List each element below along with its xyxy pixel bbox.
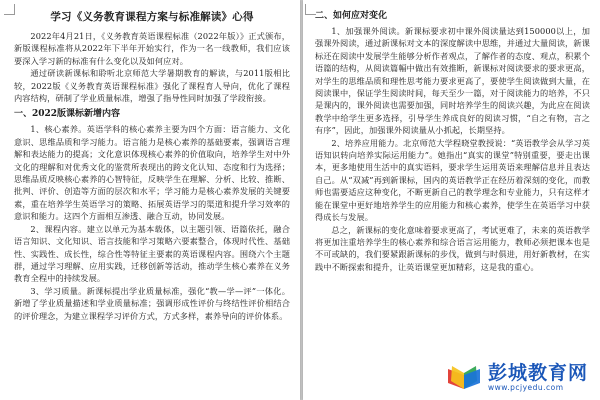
section-heading: 二、如何应对变化 [315, 11, 388, 21]
page-content-left [14, 6, 290, 400]
watermark-text [488, 363, 588, 392]
document-title: 学习《义务教育课程方案与标准解读》心得 [50, 11, 254, 23]
open-book-logo-icon [444, 361, 484, 393]
document-page-right [303, 0, 600, 400]
site-watermark-logo [444, 360, 594, 394]
watermark-site-url: www.pcjyedu.com [488, 382, 564, 392]
paragraph: 2、课程内容。建立以单元为基本载体，以主题引领、语篇依托，融合语言知识、文化知识、语言技能和学习策略六要素整合，体现时代性、基础性、实践性、成长性，综合性等特征主要素的英语课程内容。围绕六个主题群，通过学习理解、应用实践，迁移创新等活动，推动学生核心素养在义务教育全程中的持续发展。 [14, 223, 290, 284]
section-heading: 一、2022版课标新增内容 [14, 109, 121, 120]
paragraph: 总之，新课标的变化意味着要求更高了，考试更难了，未来的英语教学将更加注重培养学生的核心素养和综合语言运用能力，教师必须把课本也是不可或缺的，我们要紧跟新课标的步伐，做到与时俱进，用好新教材，在实践中不断探索和提升，让英语课堂更加精彩，这是我的重心。 [315, 224, 590, 272]
paragraph: 1、核心素养。英语学科的核心素养主要为四个方面：语言能力、文化意识、思维品质和学习能力。语言能力是核心素养的基础要素，强调语言理解和表达能力的提高；文化意识体现核心素养的价值取向，培养学生对中外文化的理解和对优秀文化的鉴赏所表现出的跨文化认知、态度和行为选择；思维品质反映核心素养的心智特征，反映学生在理解、分析、比较、推断、批判、评价、创造等方面的层次和水平；学习能力是核心素养发展的关键要素，重在培养学生英语学习的策略、拓展英语学习的渠道和提升学习效率的意识和能力。这四个方面相互渗透、融合互动，协同发展。 [14, 124, 290, 222]
watermark-site-name: 彭城教育网 [488, 361, 589, 384]
page-content-right [315, 6, 590, 400]
paragraph: 2、培养应用能力。北京师范大学程晓堂教授说：“英语教学会从学习英语知识转向培养实际运用能力”。她指出“真实的课堂”特别重要，要走出课本，更多地使用生活中的真实语料，要求学生运用英语来理解信息并且表达自己。从“双减”再到新课标，国内的英语教学正在经历着深刻的变化，而教师也需要适应这种变化，不断更新自己的教学理念和专业能力，只有这样才能在课堂中更好地培养学生的应用能力和核心素养，使学生在英语学习中获得成长与发展。 [315, 137, 590, 223]
paragraph: 3、学习质量。新课标提出学业质量标准，强化“教—学—评”一体化。新增了学业质量描述和学业质量标准；强调形成性评价与终结性评价相结合的评价理念，为建立课程学习评价方式，方式多样，素养导向的评价体系。 [14, 285, 290, 321]
paragraph: 通过研读新课标和聆听北京师范大学暑期教育的解读，与2011版相比较，2022版《义务教育英语课程标准》强化了课程育人导向，优化了课程内容结构，研制了学业质量标准，增强了指导性同时加强了学段衔接。 [14, 68, 290, 104]
paragraph: 1、加强课外阅读。新课标要求初中课外阅读量达到150000以上，加强课外阅读，通过新课标对文本的深度解读中思维，并通过大量阅读，新课标还在阅读中发展学生能够分析作者观点，了解作者的态度、观点，积累个语篇的结构，从阅读篇幅中做出有效推断，新课标对阅读要求的要求更高，对学生的思维品质和理性思考能力要求更高了，要使学生阅读做到大量，在阅读课中，保证学生阅读时间，每天至少一篇，对于阅读能力的培养，不只是课内的，课外阅读也需要加强，同时培养学生的阅读兴趣，为此应在阅读教学中给学生更多选择，引导学生养成良好的阅读习惯，“自之有物，言之有序”，因此，加强课外阅读量从小抓起，长期坚持。 [315, 26, 590, 136]
paragraph: 2022年4月21日，《义务教育英语课程标准（2022年版）》正式颁布，新版课程标准将从2022年下半年开始实行，作为一名一线教师，我们应该要深入学习新的标准有什么变化以及如何应对。 [14, 31, 290, 66]
